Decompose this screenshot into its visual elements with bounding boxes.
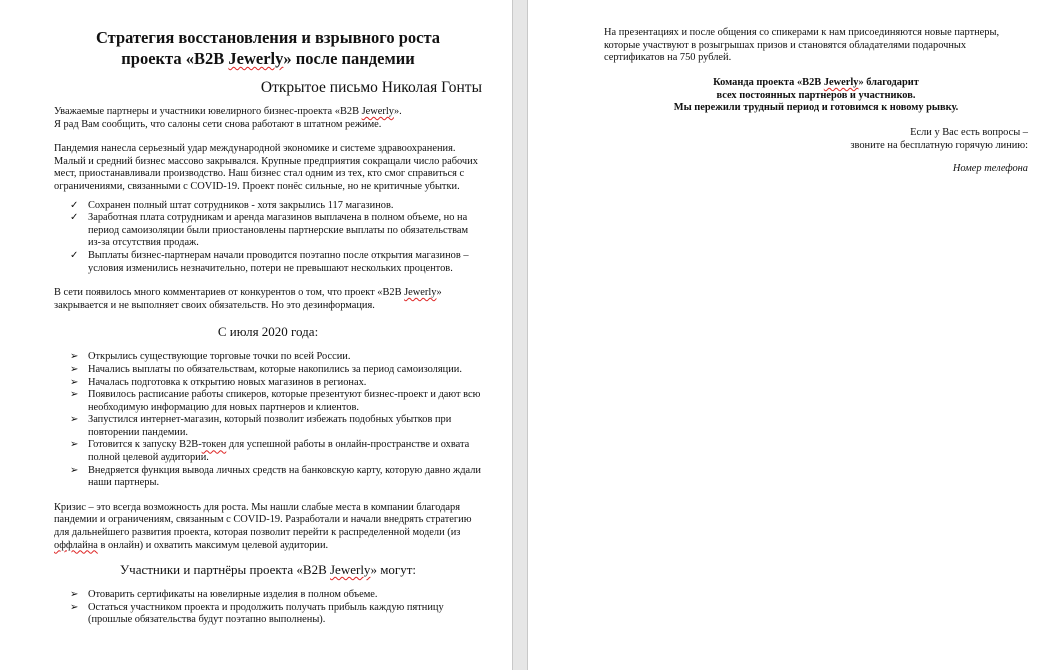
spellcheck-word[interactable]: Jewerly [330,562,371,578]
arrow-bullet-icon: ➢ [70,389,79,401]
spellcheck-word[interactable]: Jewerly [823,76,859,88]
presentations-paragraph: На презентациях и после общения со спикерами к нам присоединяются новые партнеры, которые участвуют в розыгрышах призов и становятся обладателями подарочных сертификатов на 750 рублей. [604,27,1000,64]
checkmark-list [54,200,482,276]
page-content [604,27,1028,176]
partners-list [54,589,482,627]
checkmark-icon: ✓ [70,249,79,261]
list-item: ➢ Отоварить сертификаты на ювелирные изделия в полном объеме. [70,589,378,601]
arrow-bullet-icon: ➢ [70,589,79,601]
checkmark-icon: ✓ [70,212,79,224]
list-item: ➢ Запустился интернет-магазин, который позволит избежать подобных убытков при повторении пандемии. [70,414,452,438]
list-item: ➢ Началась подготовка к открытию новых магазинов в регионах. [70,376,367,388]
spellcheck-word[interactable]: оффлайна [54,539,98,551]
spellcheck-word[interactable]: Jewerly [361,106,394,117]
thanks-block: Команда проекта «B2B Jewerly» благодарит всех постоянных партнеров и участников. Мы пережили трудный период и готовимся к новому рывку. [673,76,959,114]
list-item: ➢ Остаться участником проекта и продолжить получать прибыль каждую пятницу (прошлые обязательства будут поэтапно выполнены). [70,601,444,626]
arrow-list [54,351,482,490]
section-heading-partners: Участники и партнёры проекта «B2B Jewerly» могут: [119,562,417,578]
list-item: ➢ Появилось расписание работы спикеров, которые презентуют бизнес-проект и дают всю необходимую информацию для новых партнеров и клиентов. [70,389,481,413]
crisis-paragraph: Кризис – это всегда возможность для роста. Мы нашли слабые места в компании благодаря пандемии и ограничениям, связанным с COVID-19. Разработали и начали внедрять стратегию для дальнейшего развития проекта, которая позволит перейти к распределенной модели (из оффлайна в онлайн) и охватить максимум целевой аудитории. [54,501,472,551]
spellcheck-word[interactable]: Jewerly [228,49,284,68]
arrow-bullet-icon: ➢ [70,414,79,426]
checkmark-icon: ✓ [70,199,79,211]
rumor-paragraph: В сети появилось много комментариев от конкурентов о том, что проект «B2B Jewerly» закрывается и не выполняет своих обязательств. Но это дезинформация. [54,287,442,311]
arrow-bullet-icon: ➢ [70,464,79,476]
list-item: ✓ Заработная плата сотрудникам и аренда магазинов выплачена в полном объеме, но на период самоизоляции были приостановлены партнерские выплаты по обязательствам из-за отсутствия продаж. [70,212,469,249]
document-page-left [0,0,512,670]
document-subtitle: Открытое письмо Николая Гонты [260,79,482,96]
page-gutter [512,0,528,670]
spellcheck-word[interactable]: токен [201,439,227,451]
arrow-bullet-icon: ➢ [70,351,79,363]
arrow-bullet-icon: ➢ [70,439,79,451]
greeting-paragraph: Уважаемые партнеры и участники ювелирного бизнес-проекта «B2B Jewerly». Я рад Вам сообщить, что салоны сети снова работают в штатном режиме. [54,106,402,130]
list-item: ➢ Открылись существующие торговые точки по всей России. [70,351,351,363]
document-title: Стратегия восстановления и взрывного роста проекта «B2B Jewerly» после пандемии [95,28,441,68]
list-item: ✓ Сохранен полный штат сотрудников - хотя закрылись 117 магазинов. [70,199,394,211]
document-page-right [528,0,1042,670]
arrow-bullet-icon: ➢ [70,376,79,388]
list-item: ➢ Готовится к запуску B2B-токен для успешной работы в онлайн-пространстве и охвата полной целевой аудитории. [70,439,470,464]
questions-block: Если у Вас есть вопросы – звоните на бесплатную горячую линию: [850,127,1028,151]
arrow-bullet-icon: ➢ [70,363,79,375]
list-item: ➢ Внедряется функция вывода личных средств на банковскую карту, которую давно ждали наши партнеры. [70,464,481,489]
phone-number: Номер телефона [952,162,1028,174]
spellcheck-word[interactable]: Jewerly [404,287,437,299]
arrow-bullet-icon: ➢ [70,601,79,613]
list-item: ✓ Выплаты бизнес-партнерам начали проводится поэтапно после открытия магазинов – условия изменились незначительно, потери не превышают нескольких процентов. [70,249,469,274]
page-content [54,27,482,627]
pandemic-paragraph: Пандемия нанесла серьезный удар международной экономике и системе здравоохранения. Малый и средний бизнес массово закрывался. Крупные предприятия сокращали число рабочих мест, приостанавливали производство. Наш бизнес стал одним из тех, кто смог справиться с ограничениями, связанными с COVID-19. Проект понёс сильные, но не критичные убытки. [54,143,478,192]
list-item: ➢ Начались выплаты по обязательствам, которые накопились за период самоизоляции. [70,363,462,375]
section-heading-july: С июля 2020 года: [217,324,319,340]
